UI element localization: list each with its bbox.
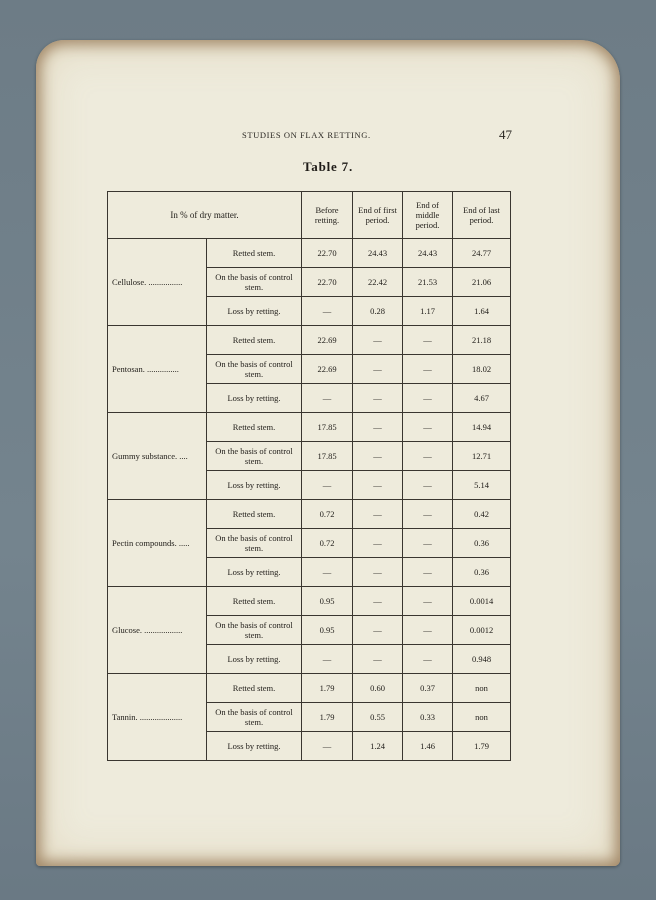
table-title: Table 7.	[303, 159, 353, 174]
value-cell: —	[353, 587, 403, 616]
measure-label: On the basis of control stem.	[207, 529, 302, 558]
value-cell: 22.42	[353, 268, 403, 297]
value-cell: —	[353, 645, 403, 674]
material-name: Pentosan. ...............	[108, 326, 207, 413]
value-cell: —	[403, 355, 453, 384]
table-row	[108, 326, 511, 355]
material-name: Cellulose. ................	[108, 239, 207, 326]
header-before-retting: Before retting.	[302, 192, 353, 239]
measure-label: Loss by retting.	[207, 297, 302, 326]
value-cell: 4.67	[453, 384, 511, 413]
value-cell: —	[403, 645, 453, 674]
value-cell: 5.14	[453, 471, 511, 500]
retting-data-table	[107, 191, 511, 761]
table-row	[108, 413, 511, 442]
value-cell: 1.46	[403, 732, 453, 761]
measure-label: Retted stem.	[207, 500, 302, 529]
value-cell: 0.33	[403, 703, 453, 732]
table-row	[108, 587, 511, 616]
measure-label: Retted stem.	[207, 674, 302, 703]
value-cell: —	[403, 587, 453, 616]
table-row	[108, 500, 511, 529]
value-cell: 21.18	[453, 326, 511, 355]
value-cell: 17.85	[302, 413, 353, 442]
measure-label: Retted stem.	[207, 413, 302, 442]
value-cell: 12.71	[453, 442, 511, 471]
header-row	[108, 192, 511, 239]
value-cell: —	[403, 471, 453, 500]
value-cell: 22.70	[302, 268, 353, 297]
page-number: 47	[499, 127, 512, 142]
value-cell: 0.36	[453, 558, 511, 587]
header-end-middle-period: End of middle period.	[403, 192, 453, 239]
value-cell: 1.79	[302, 674, 353, 703]
value-cell: —	[302, 645, 353, 674]
value-cell: —	[403, 442, 453, 471]
value-cell: —	[353, 558, 403, 587]
header-corner: In % of dry matter.	[108, 192, 302, 239]
value-cell: 1.79	[302, 703, 353, 732]
value-cell: —	[302, 471, 353, 500]
value-cell: 24.43	[403, 239, 453, 268]
value-cell: 22.70	[302, 239, 353, 268]
value-cell: 0.28	[353, 297, 403, 326]
value-cell: —	[353, 384, 403, 413]
value-cell: —	[353, 616, 403, 645]
value-cell: —	[302, 297, 353, 326]
measure-label: On the basis of control stem.	[207, 268, 302, 297]
value-cell: —	[403, 326, 453, 355]
value-cell: —	[403, 529, 453, 558]
value-cell: 0.0014	[453, 587, 511, 616]
value-cell: —	[302, 384, 353, 413]
value-cell: —	[353, 471, 403, 500]
value-cell: 24.43	[353, 239, 403, 268]
measure-label: Loss by retting.	[207, 732, 302, 761]
value-cell: 21.53	[403, 268, 453, 297]
value-cell: —	[403, 558, 453, 587]
value-cell: —	[302, 732, 353, 761]
value-cell: non	[453, 703, 511, 732]
header-end-first-period: End of first period.	[353, 192, 403, 239]
table-row	[108, 239, 511, 268]
measure-label: Retted stem.	[207, 326, 302, 355]
value-cell: 1.64	[453, 297, 511, 326]
value-cell: —	[353, 413, 403, 442]
page-header	[36, 127, 620, 146]
value-cell: 1.24	[353, 732, 403, 761]
material-name: Tannin. ....................	[108, 674, 207, 761]
value-cell: 14.94	[453, 413, 511, 442]
table-body	[108, 239, 511, 761]
value-cell: 0.36	[453, 529, 511, 558]
measure-label: Retted stem.	[207, 587, 302, 616]
value-cell: 0.95	[302, 587, 353, 616]
measure-label: On the basis of control stem.	[207, 616, 302, 645]
value-cell: 0.95	[302, 616, 353, 645]
value-cell: —	[403, 500, 453, 529]
measure-label: Loss by retting.	[207, 384, 302, 413]
value-cell: 24.77	[453, 239, 511, 268]
value-cell: —	[353, 500, 403, 529]
value-cell: 0.42	[453, 500, 511, 529]
material-name: Pectin compounds. .....	[108, 500, 207, 587]
value-cell: 0.55	[353, 703, 403, 732]
value-cell: 17.85	[302, 442, 353, 471]
value-cell: non	[453, 674, 511, 703]
value-cell: 0.0012	[453, 616, 511, 645]
value-cell: 1.79	[453, 732, 511, 761]
value-cell: —	[403, 413, 453, 442]
measure-label: On the basis of control stem.	[207, 355, 302, 384]
value-cell: 22.69	[302, 355, 353, 384]
material-name: Gummy substance. ....	[108, 413, 207, 500]
value-cell: 21.06	[453, 268, 511, 297]
value-cell: —	[353, 442, 403, 471]
measure-label: On the basis of control stem.	[207, 703, 302, 732]
measure-label: Retted stem.	[207, 239, 302, 268]
value-cell: 0.948	[453, 645, 511, 674]
value-cell: —	[353, 529, 403, 558]
value-cell: —	[302, 558, 353, 587]
value-cell: 1.17	[403, 297, 453, 326]
measure-label: Loss by retting.	[207, 471, 302, 500]
value-cell: —	[403, 384, 453, 413]
material-name: Glucose. ..................	[108, 587, 207, 674]
book-page	[36, 40, 620, 866]
value-cell: 22.69	[302, 326, 353, 355]
table-header	[108, 192, 511, 239]
measure-label: On the basis of control stem.	[207, 442, 302, 471]
value-cell: —	[353, 326, 403, 355]
running-head: STUDIES ON FLAX RETTING.	[242, 130, 371, 140]
value-cell: 0.37	[403, 674, 453, 703]
value-cell: —	[353, 355, 403, 384]
value-cell: 0.72	[302, 500, 353, 529]
header-end-last-period: End of last period.	[453, 192, 511, 239]
measure-label: Loss by retting.	[207, 558, 302, 587]
table-row	[108, 674, 511, 703]
measure-label: Loss by retting.	[207, 645, 302, 674]
value-cell: 18.02	[453, 355, 511, 384]
value-cell: —	[403, 616, 453, 645]
value-cell: 0.72	[302, 529, 353, 558]
value-cell: 0.60	[353, 674, 403, 703]
